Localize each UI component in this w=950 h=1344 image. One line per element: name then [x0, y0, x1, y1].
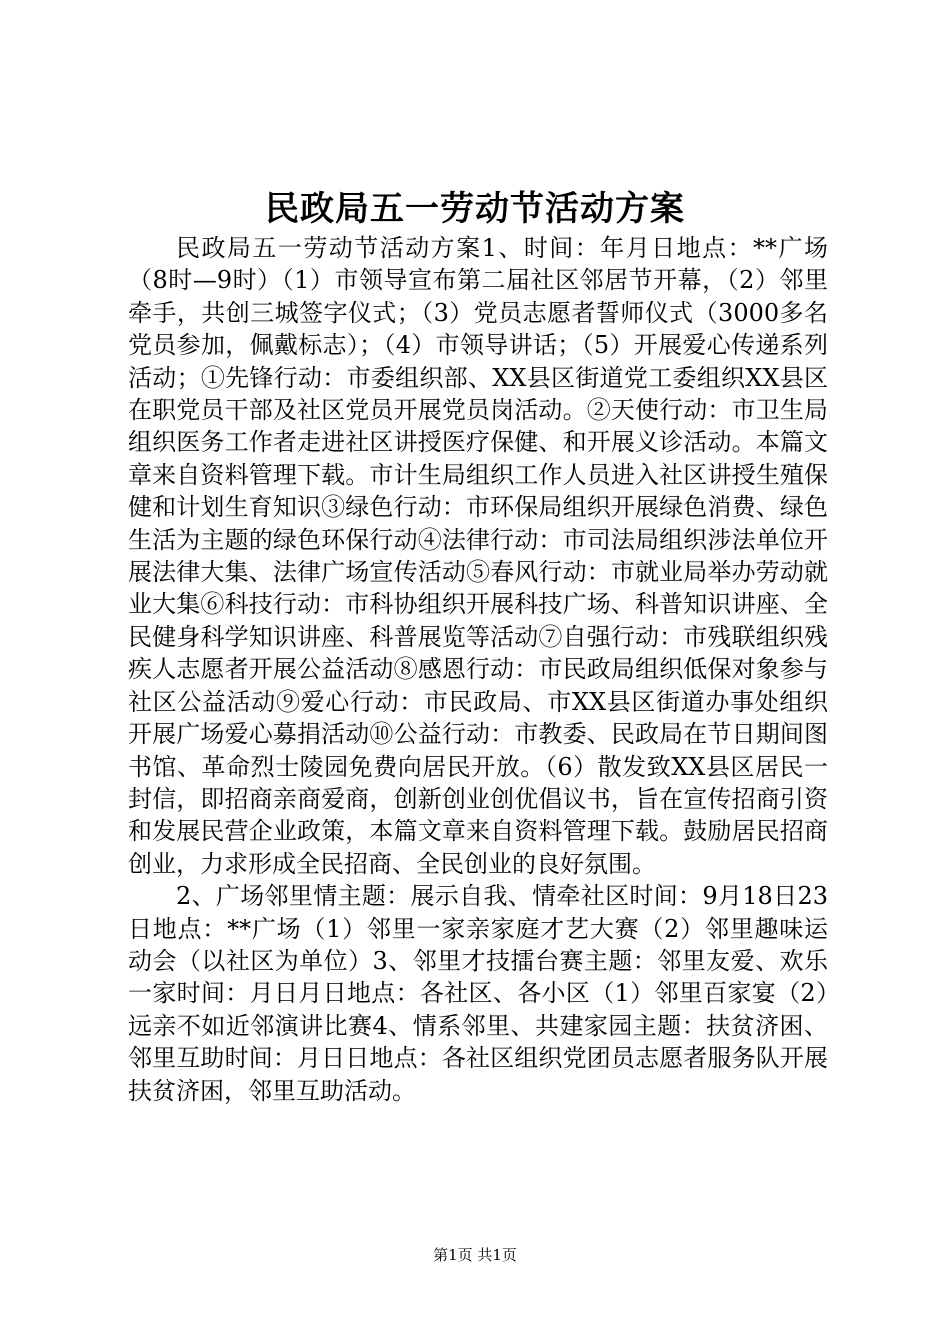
- paragraph-1: 民政局五一劳动节活动方案1、时间：年月日地点：**广场（8时—9时）（1）市领导宣布第二届社区邻居节开幕，（2）邻里牵手，共创三城签字仪式；（3）党员志愿者誓师仪式（3000多名党员参加，佩戴标志）；（4）市领导讲话；（5）开展爱心传递系列活动；①先锋行动：市委组织部、XX县区街道党工委组织XX县区在职党员干部及社区党员开展党员岗活动。②天使行动：市卫生局组织医务工作者走进社区讲授医疗保健、和开展义诊活动。本篇文章来自资料管理下载。市计生局组织工作人员进入社区讲授生殖保健和计划生育知识③绿色行动：市环保局组织开展绿色消费、绿色生活为主题的绿色环保行动④法律行动：市司法局组织涉法单位开展法律大集、法律广场宣传活动⑤春风行动：市就业局举办劳动就业大集⑥科技行动：市科协组织开展科技广场、科普知识讲座、全民健身科学知识讲座、科普展览等活动⑦自强行动：市残联组织残疾人志愿者开展公益活动⑧感恩行动：市民政局组织低保对象参与社区公益活动⑨爱心行动：市民政局、市XX县区街道办事处组织开展广场爱心募捐活动⑩公益行动：市教委、民政局在节日期间图书馆、革命烈士陵园免费向居民开放。（6）散发致XX县区居民一封信，即招商亲商爱商，创新创业创优倡议书，旨在宣传招商引资和发展民营企业政策，本篇文章来自资料管理下载。鼓励居民招商创业，力求形成全民招商、全民创业的良好氛围。: [128, 234, 828, 878]
- document-title: 民政局五一劳动节活动方案: [265, 189, 685, 229]
- document-body: [128, 232, 828, 1107]
- page-footer: 第1页 共1页: [433, 1246, 517, 1264]
- paragraph-2: 2、广场邻里情主题：展示自我、情牵社区时间：9月18日23日地点：**广场（1）邻里一家亲家庭才艺大赛（2）邻里趣味运动会（以社区为单位）3、邻里才技擂台赛主题：邻里友爱、欢乐一家时间：月日月日地点：各社区、各小区（1）邻里百家宴（2）远亲不如近邻演讲比赛4、情系邻里、共建家园主题：扶贫济困、邻里互助时间：月日日地点：各社区组织党团员志愿者服务队开展扶贫济困，邻里互助活动。: [128, 882, 828, 1105]
